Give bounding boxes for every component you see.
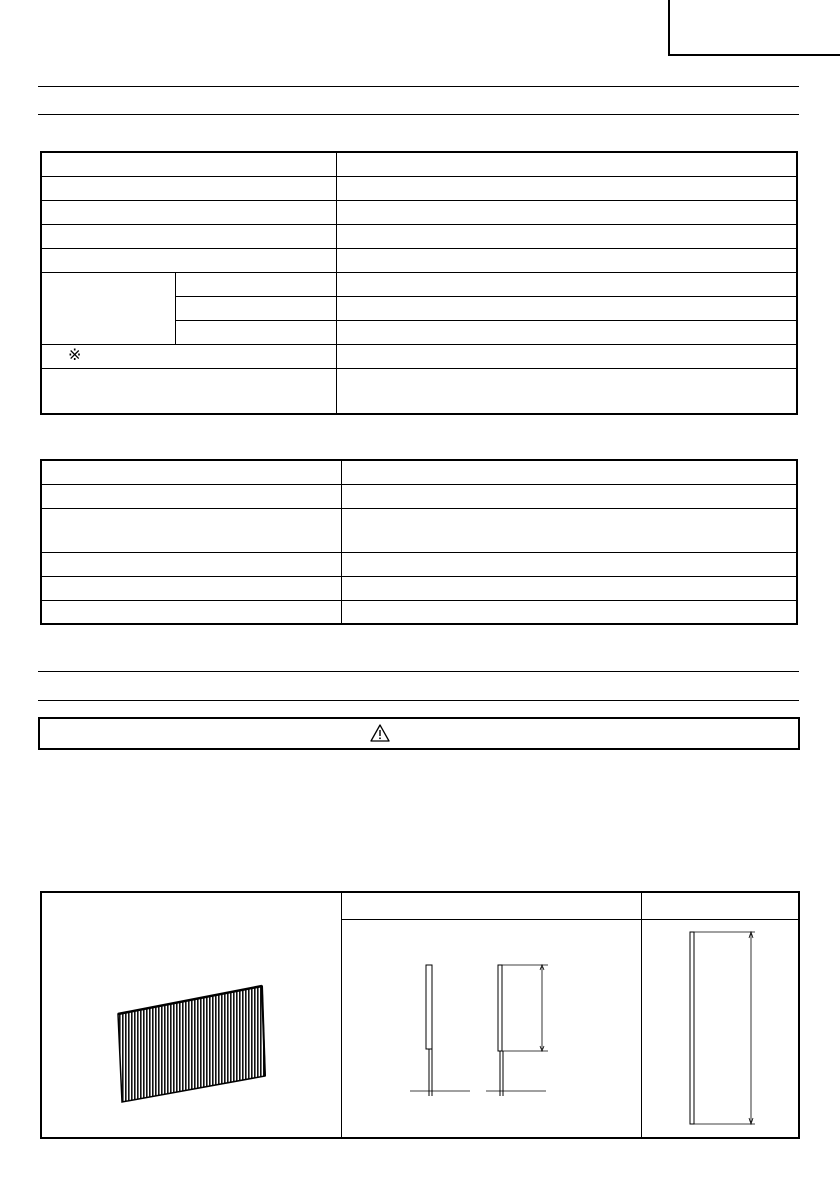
spec-value	[336, 200, 797, 224]
spec-label	[41, 368, 336, 414]
accessory-label	[41, 600, 341, 624]
figure-divider	[641, 891, 642, 1139]
warning-triangle-icon	[370, 724, 390, 742]
section-rule-bottom-2	[38, 700, 799, 701]
accessory-label	[41, 460, 341, 484]
figure-header-rule	[341, 919, 800, 920]
nail-length-drawing	[685, 925, 765, 1131]
spec-value	[336, 176, 797, 200]
accessory-value	[341, 484, 797, 508]
accessory-value	[341, 508, 797, 552]
accessories-table	[40, 459, 798, 625]
spec-label	[41, 248, 336, 272]
spec-value	[336, 296, 797, 320]
spec-sublabel	[175, 272, 336, 296]
accessory-value	[341, 600, 797, 624]
spec-value	[336, 248, 797, 272]
spec-value	[336, 152, 797, 176]
spec-sublabel	[175, 296, 336, 320]
spec-value	[336, 368, 797, 414]
spec-label-footnoted	[41, 344, 336, 368]
section-rule-top	[38, 86, 799, 87]
figure-divider	[341, 891, 342, 1139]
spec-label	[41, 224, 336, 248]
accessory-value	[341, 552, 797, 576]
accessory-label	[41, 576, 341, 600]
specifications-table	[40, 151, 798, 415]
warning-box	[38, 717, 800, 750]
spec-group-label	[41, 272, 175, 344]
spec-sublabel	[175, 320, 336, 344]
nail-strip-illustration	[110, 978, 270, 1108]
spec-value	[336, 224, 797, 248]
spec-value	[336, 344, 797, 368]
spec-label	[41, 200, 336, 224]
accessory-value	[341, 576, 797, 600]
spec-value	[336, 320, 797, 344]
accessory-label	[41, 508, 341, 552]
accessory-value	[341, 460, 797, 484]
page-tab	[668, 0, 840, 56]
accessory-label	[41, 552, 341, 576]
nail-profile-drawing	[410, 960, 560, 1100]
spec-value	[336, 272, 797, 296]
spec-label	[41, 176, 336, 200]
section-rule-bottom	[38, 114, 799, 115]
accessory-label	[41, 484, 341, 508]
spec-label	[41, 152, 336, 176]
footnote-mark: ※	[68, 347, 82, 364]
section-rule-top-2	[38, 671, 799, 672]
